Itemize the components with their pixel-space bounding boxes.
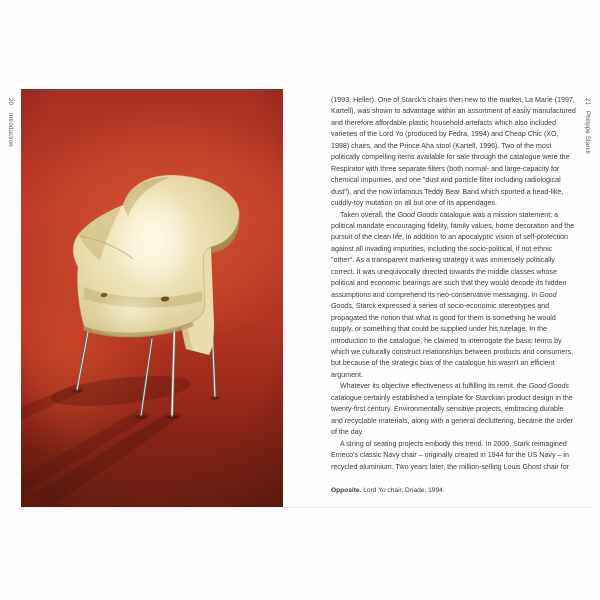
chair-photo [21, 89, 283, 507]
caption-lead: Opposite. [331, 487, 362, 494]
left-running-head: Introduction [7, 113, 13, 147]
right-running-head: Philippe Starck [584, 111, 590, 155]
paragraph: Whatever its objective effectiveness at fulfilling its remit, the Good Goods catalogue certainly established a template for Starckian product design in the twenty-first century. Environmentally sensitive projects, embracing durable and recyclable materials, along with a general decluttering, became the order of the day. [331, 382, 574, 437]
caption-text: Lord Yo chair, Driade, 1994. [361, 487, 445, 494]
right-page-number: 21 [584, 98, 590, 106]
paragraph: Taken overall, the Good Goods catalogue was a mission statement; a political mandate encouraging fidelity, family values, home decoration and the pursuit of the clean life, in addition to an apocalyptic vision of self-protection against all invading impurities, including the socio-political, if not ethnic "other". As a transparent marketing strategy it was immensely politically correct. It was unequivocally directed towards the middle classes whose political and economic bearings are such that they would decode its hidden assumptions and comprehend its neo-conservative messaging. In Good Goods, Starck expressed a series of socio-economic stereotypes and propagated the notion that what is good for them is something he would supply, or something that could be supplied under his tutelage. In the introduction to the catalogue, he claimed to interrogate the basic terms by which we culturally construct relationships between products and consumers, but because of the strategic bias of the catalogue his wasn't an efficient argument. [331, 210, 575, 379]
left-page-number: 20 [7, 98, 13, 106]
page-bottom-edge [21, 507, 593, 508]
photo-caption [331, 487, 445, 494]
paragraph: A string of seating projects embody this trend. In 2000, Stark reimagined Emeco's classic Navy chair – originally created in 1944 for the US Navy – in recycled aluminium. Two years later, the million-selling Louis Ghost chair for [331, 439, 570, 471]
body-text [331, 95, 576, 473]
paragraph: (1993, Heller). One of Starck's chairs then new to the market, La Marie (1997, Kartell), was shown to advantage within an assortment of easily manufactured and therefore affordable plastic household artefacts which also included varieties of the Lord Yo (produced by Fedra, 1994) and Cheap Chic (XO, 1998) chairs, and the Prince Aha stool (Kartell, 1996). Two of the most politically compelling items available for sale through the catalogue were the Respirator with three separate filters (both normal- and large-capacity for chemical impurities, and one "dust and particle filter including radiological dust"), and the now infamous Teddy Bear Band which sported a head-like, cuddly-toy mutation on all but one of its appendages. [331, 96, 576, 208]
